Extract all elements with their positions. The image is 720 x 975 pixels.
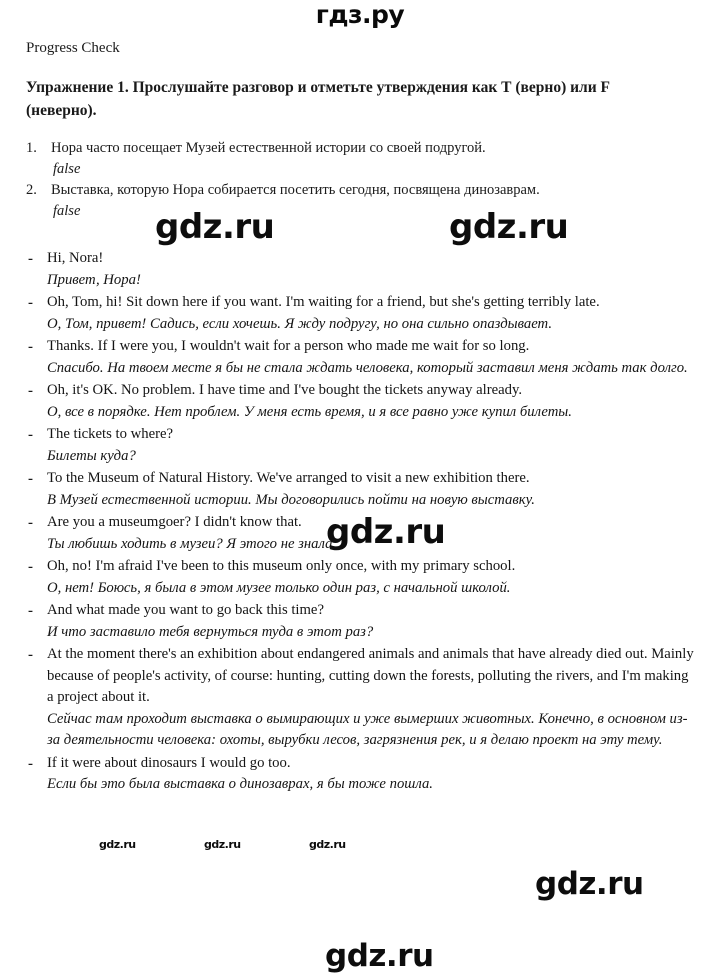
dialogue-dash-icon: - bbox=[28, 251, 33, 267]
watermark: gdz.ru bbox=[535, 866, 644, 902]
statements-list bbox=[26, 138, 694, 222]
dialogue-line-russian: Привет, Нора! bbox=[47, 271, 141, 288]
dialogue-dash-icon: - bbox=[28, 559, 33, 575]
dialogue-turn bbox=[26, 248, 694, 291]
site-logo-watermark: гдз.ру bbox=[315, 0, 405, 29]
dialogue-line-russian: И что заставило тебя вернуться туда в этот раз? bbox=[47, 623, 374, 640]
dialogue-line-english: At the moment there's an exhibition about endangered animals and animals that have already died out. Mainly because of people's activity, of course: hunting, cutting down the forests, polluting the rivers, and I'm making a project about it. bbox=[47, 646, 694, 705]
dialogue-dash-icon: - bbox=[28, 427, 33, 443]
dialogue-line-english: Oh, Tom, hi! Sit down here if you want. I'm waiting for a friend, but she's getting terribly late. bbox=[47, 294, 600, 310]
dialogue-line-russian: Ты любишь ходить в музеи? Я этого не знала. bbox=[47, 535, 337, 552]
dialogue-turn bbox=[26, 512, 694, 555]
dialogue-line-english: Are you a museumgoer? I didn't know that. bbox=[47, 514, 302, 530]
dialogue-line-english: The tickets to where? bbox=[47, 426, 174, 442]
dialogue-line-english: To the Museum of Natural History. We've arranged to visit a new exhibition there. bbox=[47, 470, 530, 486]
dialogue-line-english: Hi, Nora! bbox=[47, 250, 104, 266]
dialogue-line-russian: Билеты куда? bbox=[47, 447, 136, 464]
task-heading: Упражнение 1. Прослушайте разговор и отметьте утверждения как Т (верно) или F (неверно). bbox=[26, 79, 610, 119]
watermark: gdz.ru bbox=[204, 838, 241, 851]
watermark: gdz.ru bbox=[155, 207, 275, 247]
dialogue-turn bbox=[26, 600, 694, 643]
statement-number: 2. bbox=[26, 182, 37, 198]
dialogue-turn bbox=[26, 336, 694, 379]
statement-text: Нора часто посещает Музей естественной истории со своей подругой. bbox=[51, 140, 486, 156]
dialogue-line-english: Oh, it's OK. No problem. I have time and I've bought the tickets anyway already. bbox=[47, 382, 523, 398]
dialogue-dash-icon: - bbox=[28, 471, 33, 487]
dialogue-line-english: And what made you want to go back this time? bbox=[47, 602, 324, 618]
dialogue-turn bbox=[26, 380, 694, 423]
statement-number: 1. bbox=[26, 140, 37, 156]
statement-item bbox=[26, 138, 694, 180]
watermark: gdz.ru bbox=[325, 938, 434, 974]
dialogue-turn bbox=[26, 424, 694, 467]
watermark: gdz.ru bbox=[326, 512, 446, 552]
watermark: gdz.ru bbox=[449, 207, 569, 247]
dialogue-line-russian: Спасибо. На твоем месте я бы не стала ждать человека, который заставил меня ждать так долго. bbox=[47, 359, 688, 376]
dialogue-turn bbox=[26, 292, 694, 335]
statement-text: Выставка, которую Нора собирается посетить сегодня, посвящена динозаврам. bbox=[51, 182, 540, 198]
dialogue-dash-icon: - bbox=[28, 647, 33, 663]
dialogue-line-russian: В Музей естественной истории. Мы договорились пойти на новую выставку. bbox=[47, 491, 535, 508]
dialogue-turn bbox=[26, 468, 694, 511]
dialogue-dash-icon: - bbox=[28, 295, 33, 311]
dialogue-dash-icon: - bbox=[28, 603, 33, 619]
dialogue-turn bbox=[26, 556, 694, 599]
dialogue-line-russian: Если бы это была выставка о динозаврах, я бы тоже пошла. bbox=[47, 776, 433, 792]
document-content bbox=[26, 38, 694, 797]
statement-item bbox=[26, 180, 694, 222]
dialogue-dash-icon: - bbox=[28, 339, 33, 355]
dialogue-dash-icon: - bbox=[28, 383, 33, 399]
statement-answer: false bbox=[53, 161, 81, 177]
dialogue-line-russian: Сейчас там проходит выставка о вымирающих и уже вымерших животных. Конечно, в основном из-за деятельности человека: охоты, вырубки лесов, загрязнения рек, и я делаю проект на эту тему. bbox=[47, 710, 688, 748]
watermark: gdz.ru bbox=[99, 838, 136, 851]
dialogue-dash-icon: - bbox=[28, 755, 33, 772]
dialogue-line-english: Thanks. If I were you, I wouldn't wait for a person who made me wait for so long. bbox=[47, 338, 530, 354]
watermark: gdz.ru bbox=[309, 838, 346, 851]
section-title: Progress Check bbox=[26, 40, 120, 56]
dialogue-dash-icon: - bbox=[28, 515, 33, 531]
dialogue-line-english: Oh, no! I'm afraid I've been to this museum only once, with my primary school. bbox=[47, 558, 516, 574]
dialogue-turn bbox=[26, 753, 694, 796]
dialogue-line-russian: О, Том, привет! Садись, если хочешь. Я жду подругу, но она сильно опаздывает. bbox=[47, 315, 552, 332]
dialogue-line-english: If it were about dinosaurs I would go too. bbox=[47, 754, 291, 771]
dialogue-list bbox=[26, 248, 694, 796]
dialogue-line-russian: О, нет! Боюсь, я была в этом музее только один раз, с начальной школой. bbox=[47, 579, 511, 596]
dialogue-line-russian: О, все в порядке. Нет проблем. У меня есть время, и я все равно уже купил билеты. bbox=[47, 403, 572, 420]
statement-answer: false bbox=[53, 203, 81, 219]
dialogue-turn bbox=[26, 644, 694, 752]
